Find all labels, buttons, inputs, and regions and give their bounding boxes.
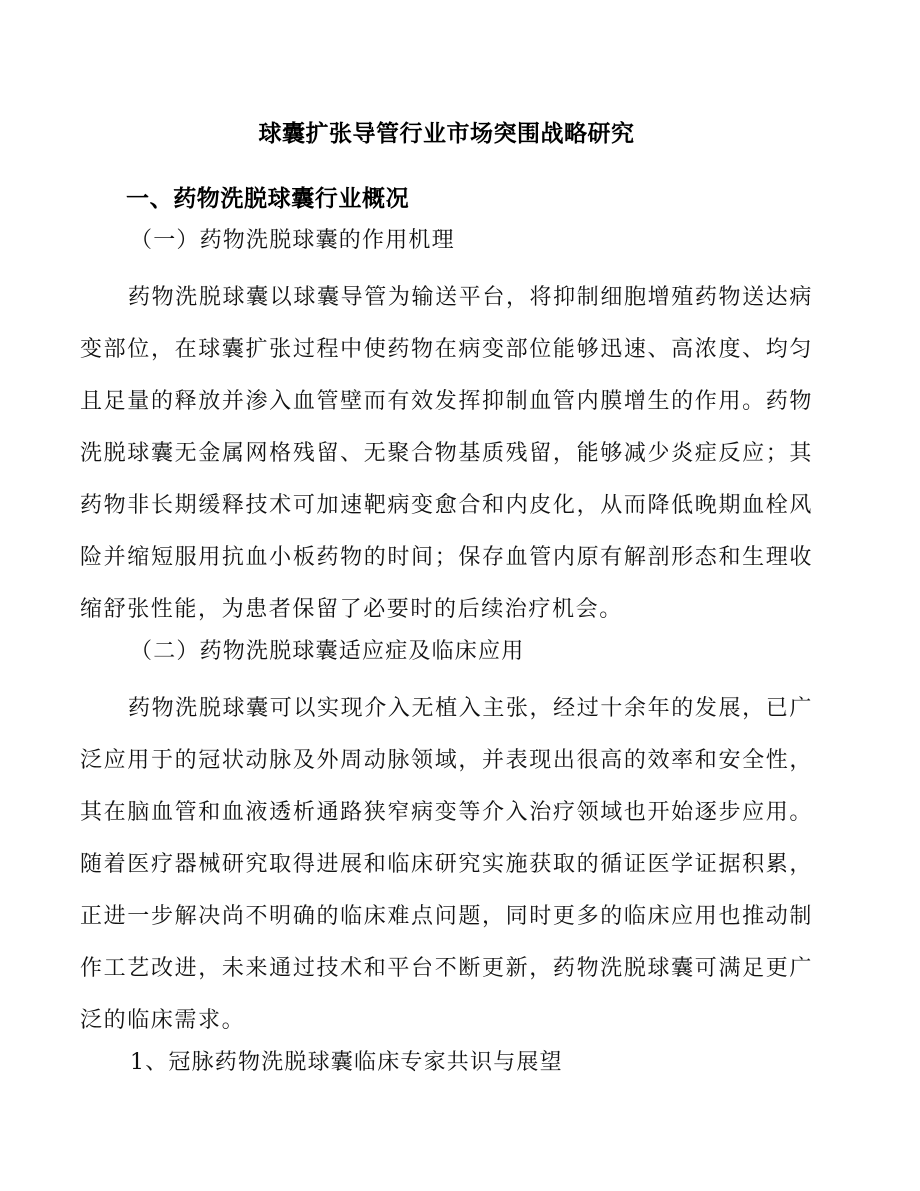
body-paragraph-1: 药物洗脱球囊以球囊导管为输送平台，将抑制细胞增殖药物送达病变部位，在球囊扩张过程中使药物在病变部位能够迅速、高浓度、均匀且足量的释放并渗入血管壁而有效发挥抑制血管内膜增生的作用。药物洗脱球囊无金属网格残留、无聚合物基质残留，能够减少炎症反应；其药物非长期缓释技术可加速靶病变愈合和内皮化，从而降低晚期血栓风险并缩短服用抗血小板药物的时间；保存血管内原有解剖形态和生理收缩舒张性能，为患者保留了必要时的后续治疗机会。	[80, 285, 813, 622]
section-heading-level1: 一、药物洗脱球囊行业概况	[126, 186, 410, 212]
section-heading-level2-1: （一）药物洗脱球囊的作用机理	[130, 228, 455, 253]
section-heading-level2-2: （二）药物洗脱球囊适应症及临床应用	[130, 639, 525, 664]
page-title: 球囊扩张导管行业市场突围战略研究	[258, 121, 635, 147]
body-paragraph-2: 药物洗脱球囊可以实现介入无植入主张，经过十余年的发展，已广泛应用于的冠状动脉及外周动脉领域，并表现出很高的效率和安全性，其在脑血管和血液透析通路狭窄病变等介入治疗领域也开始逐步应用。随着医疗器械研究取得进展和临床研究实施获取的循证医学证据积累，正进一步解决尚不明确的临床难点问题，同时更多的临床应用也推动制作工艺改进，未来通过技术和平台不断更新，药物洗脱球囊可满足更广泛的临床需求。	[80, 696, 813, 1033]
section-heading-level3-1: 1、冠脉药物洗脱球囊临床专家共识与展望	[130, 1050, 563, 1075]
